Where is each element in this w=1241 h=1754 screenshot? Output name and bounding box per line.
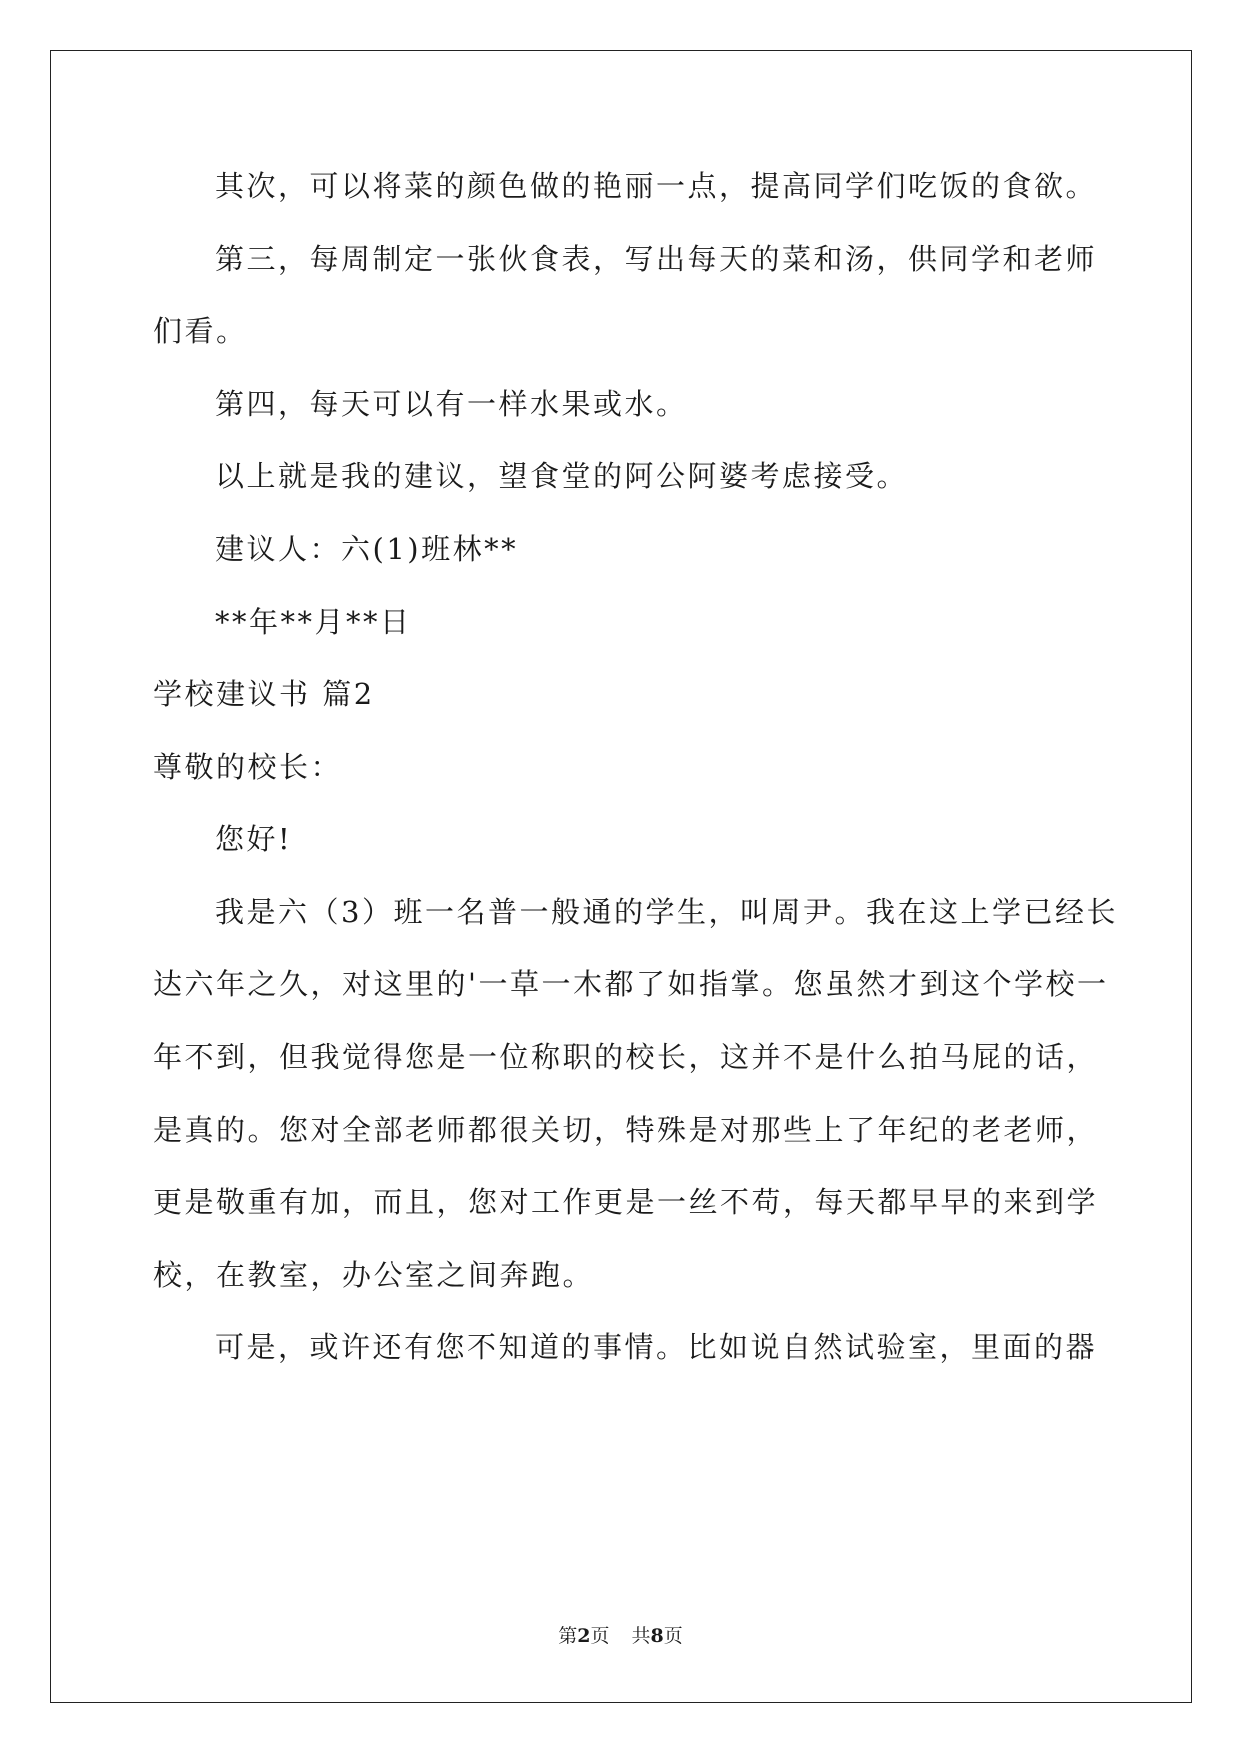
paragraph-line: 第三，每周制定一张伙食表，写出每天的菜和汤，供同学和老师 — [215, 242, 1098, 276]
greeting: 您好! — [215, 822, 293, 856]
total-prefix: 共 — [631, 1625, 651, 1647]
total-suffix: 页 — [663, 1625, 683, 1647]
current-page-number: 2 — [577, 1625, 591, 1647]
paragraph-line: 以上就是我的建议，望食堂的阿公阿婆考虑接受。 — [215, 459, 909, 493]
page-footer — [0, 1624, 1241, 1648]
page-prefix: 第 — [558, 1625, 578, 1647]
paragraph-line: 是真的。您对全部老师都很关切，特殊是对那些上了年纪的老老师， — [153, 1113, 1099, 1147]
salutation: 尊敬的校长： — [153, 750, 343, 784]
page-suffix: 页 — [590, 1625, 610, 1647]
paragraph-line: 可是，或许还有您不知道的事情。比如说自然试验室，里面的器 — [215, 1330, 1098, 1364]
section-title: 学校建议书 篇2 — [153, 677, 375, 711]
paragraph-line: 们看。 — [153, 314, 248, 348]
page-border — [50, 50, 1192, 1703]
date-line: **年**月**日 — [215, 605, 412, 639]
paragraph-line: 达六年之久，对这里的'一草一木都了如指掌。您虽然才到这个学校一 — [153, 967, 1109, 1001]
paragraph-line: 第四，每天可以有一样水果或水。 — [215, 387, 688, 421]
paragraph-line: 校，在教室，办公室之间奔跑。 — [153, 1258, 595, 1292]
signature-line: 建议人：六(1)班林** — [215, 532, 519, 566]
total-pages-number: 8 — [650, 1625, 664, 1647]
paragraph-line: 我是六（3）班一名普一般通的学生，叫周尹。我在这上学已经长 — [215, 895, 1118, 929]
paragraph-line: 其次，可以将菜的颜色做的艳丽一点，提高同学们吃饭的食欲。 — [215, 169, 1098, 203]
paragraph-line: 更是敬重有加，而且，您对工作更是一丝不苟，每天都早早的来到学 — [153, 1185, 1099, 1219]
paragraph-line: 年不到，但我觉得您是一位称职的校长，这并不是什么拍马屁的话， — [153, 1040, 1099, 1074]
